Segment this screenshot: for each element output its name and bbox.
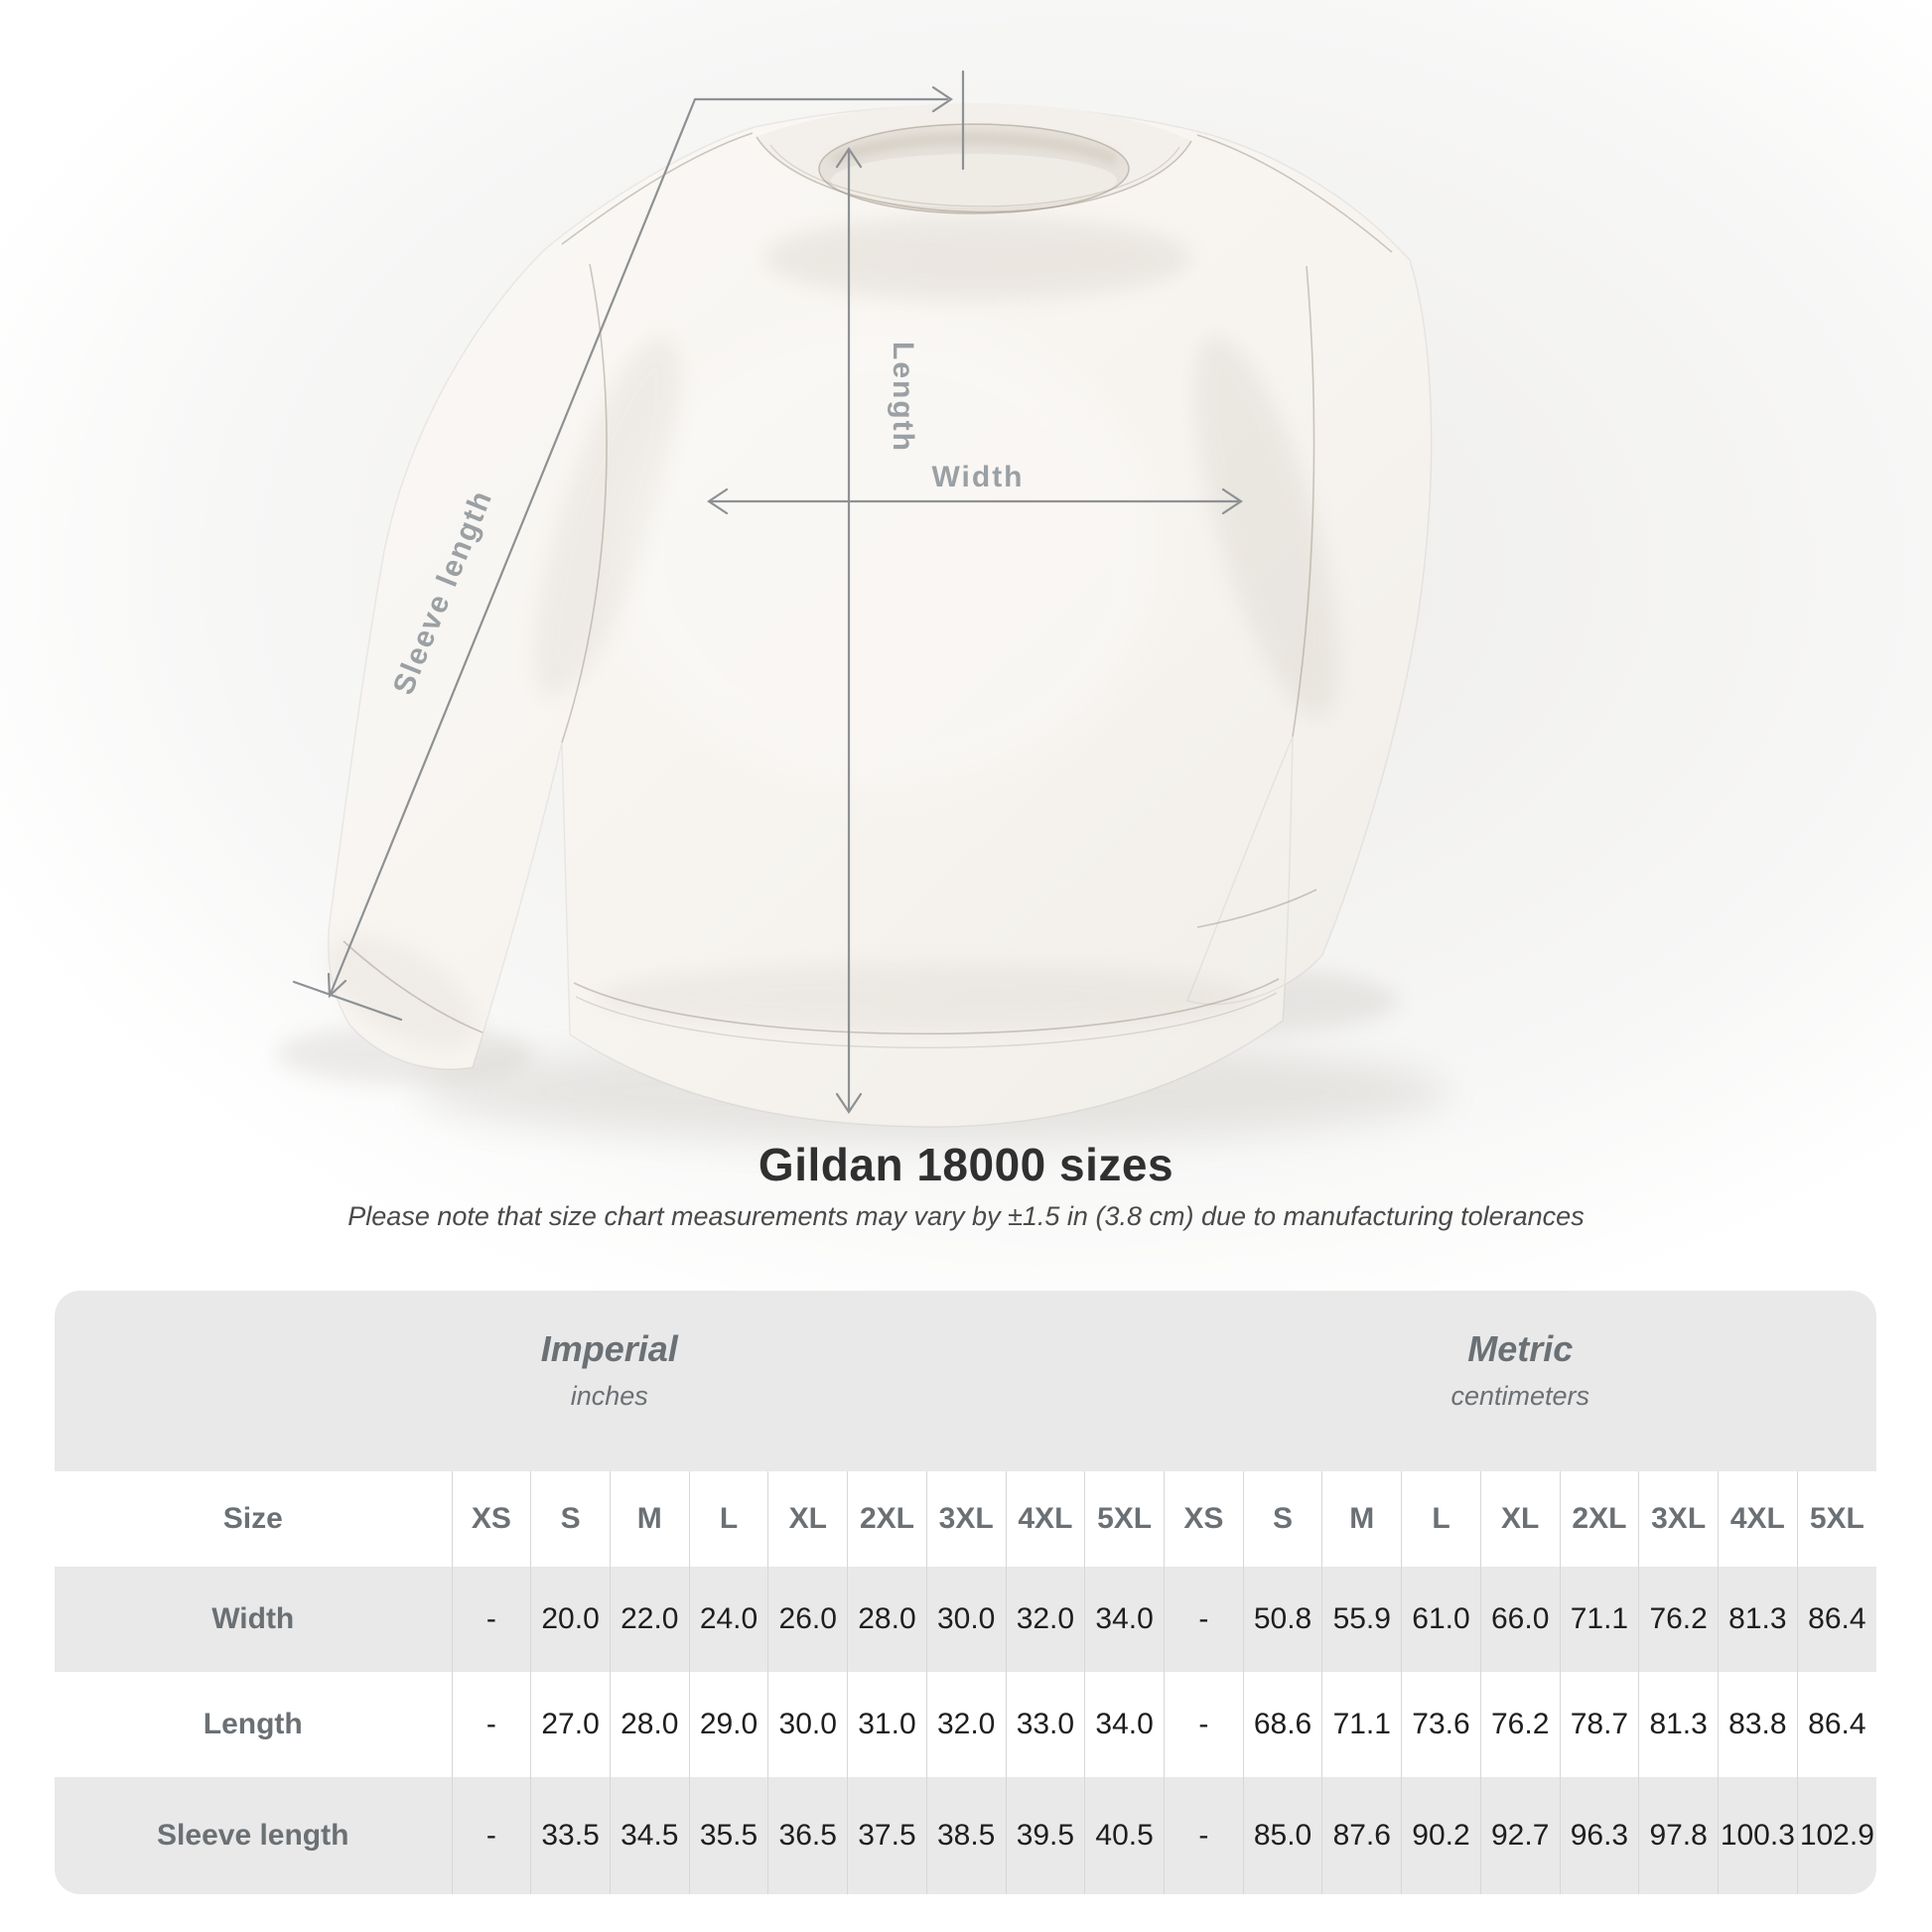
row-label-sleeve-length: Sleeve length (55, 1777, 452, 1894)
size-corner-header: Size (55, 1471, 452, 1567)
length-value-cell: 78.7 (1560, 1672, 1639, 1777)
length-value-cell: 86.4 (1797, 1672, 1876, 1777)
size-column-header: S (1243, 1471, 1322, 1567)
imperial-group-label: Imperial (540, 1328, 678, 1369)
width-value-cell: 20.0 (531, 1567, 611, 1672)
unit-group-imperial (55, 1291, 1164, 1471)
size-column-header: 2XL (1560, 1471, 1639, 1567)
metric-group-label: Metric (1467, 1328, 1574, 1369)
width-row (55, 1567, 1876, 1672)
width-value-cell: - (452, 1567, 531, 1672)
width-value-cell: 86.4 (1797, 1567, 1876, 1672)
size-table-container (55, 1291, 1876, 1894)
size-column-header: XL (1480, 1471, 1560, 1567)
inner-back-neck (831, 154, 1117, 207)
size-column-header: 3XL (926, 1471, 1006, 1567)
length-label: Length (887, 342, 919, 453)
unit-group-metric (1164, 1291, 1876, 1471)
length-value-cell: 68.6 (1243, 1672, 1322, 1777)
width-value-cell: 26.0 (768, 1567, 848, 1672)
length-value-cell: 28.0 (610, 1672, 689, 1777)
length-value-cell: - (452, 1672, 531, 1777)
sleeve-length-value-cell: 90.2 (1402, 1777, 1481, 1894)
size-column-header: S (531, 1471, 611, 1567)
sleeve-length-value-cell: 85.0 (1243, 1777, 1322, 1894)
tolerance-note: Please note that size chart measurements may vary by ±1.5 in (3.8 cm) due to manufacturing tolerances (347, 1201, 1585, 1231)
sleeve-length-value-cell: - (452, 1777, 531, 1894)
width-value-cell: 24.0 (689, 1567, 768, 1672)
width-value-cell: 50.8 (1243, 1567, 1322, 1672)
width-value-cell: 66.0 (1480, 1567, 1560, 1672)
size-column-header: 3XL (1639, 1471, 1719, 1567)
size-column-header: M (610, 1471, 689, 1567)
row-label-width: Width (55, 1567, 452, 1672)
width-value-cell: 81.3 (1719, 1567, 1798, 1672)
sleeve-length-value-cell: 102.9 (1797, 1777, 1876, 1894)
sleeve-length-value-cell: 35.5 (689, 1777, 768, 1894)
width-label: Width (931, 461, 1025, 493)
sleeve-length-value-cell: - (1164, 1777, 1243, 1894)
length-value-cell: - (1164, 1672, 1243, 1777)
size-column-header: 4XL (1719, 1471, 1798, 1567)
size-column-header: XL (768, 1471, 848, 1567)
imperial-group-unit: inches (570, 1381, 648, 1411)
width-value-cell: 76.2 (1639, 1567, 1719, 1672)
length-value-cell: 34.0 (1085, 1672, 1165, 1777)
width-value-cell: 28.0 (848, 1567, 927, 1672)
page-title: Gildan 18000 sizes (758, 1139, 1174, 1190)
size-table (55, 1291, 1876, 1894)
width-value-cell: 22.0 (610, 1567, 689, 1672)
sleeve-length-value-cell: 34.5 (610, 1777, 689, 1894)
size-column-header: M (1322, 1471, 1402, 1567)
title-block (0, 1136, 1932, 1193)
size-column-header: L (1402, 1471, 1481, 1567)
size-column-header: L (689, 1471, 768, 1567)
length-value-cell: 32.0 (926, 1672, 1006, 1777)
sleeve-length-value-cell: 37.5 (848, 1777, 927, 1894)
length-value-cell: 27.0 (531, 1672, 611, 1777)
length-value-cell: 30.0 (768, 1672, 848, 1777)
metric-group-unit: centimeters (1450, 1381, 1590, 1411)
width-value-cell: 30.0 (926, 1567, 1006, 1672)
length-value-cell: 73.6 (1402, 1672, 1481, 1777)
width-value-cell: - (1164, 1567, 1243, 1672)
size-column-header: 5XL (1797, 1471, 1876, 1567)
length-value-cell: 29.0 (689, 1672, 768, 1777)
width-value-cell: 32.0 (1006, 1567, 1085, 1672)
row-label-length: Length (55, 1672, 452, 1777)
width-value-cell: 34.0 (1085, 1567, 1165, 1672)
sleeve-length-value-cell: 96.3 (1560, 1777, 1639, 1894)
length-value-cell: 31.0 (848, 1672, 927, 1777)
sleeve-length-value-cell: 40.5 (1085, 1777, 1165, 1894)
sleeve-length-value-cell: 33.5 (531, 1777, 611, 1894)
size-column-header: 5XL (1085, 1471, 1165, 1567)
sleeve-length-value-cell: 97.8 (1639, 1777, 1719, 1894)
sleeve-length-value-cell: 36.5 (768, 1777, 848, 1894)
sleeve-length-value-cell: 100.3 (1719, 1777, 1798, 1894)
sleeve-length-value-cell: 39.5 (1006, 1777, 1085, 1894)
size-column-header: XS (452, 1471, 531, 1567)
size-header-row (55, 1471, 1876, 1567)
length-row (55, 1672, 1876, 1777)
width-value-cell: 55.9 (1322, 1567, 1402, 1672)
size-column-header: 2XL (848, 1471, 927, 1567)
length-value-cell: 76.2 (1480, 1672, 1560, 1777)
width-value-cell: 71.1 (1560, 1567, 1639, 1672)
sleeve-length-value-cell: 92.7 (1480, 1777, 1560, 1894)
sleeve-length-value-cell: 87.6 (1322, 1777, 1402, 1894)
unit-group-row (55, 1291, 1876, 1471)
size-column-header: XS (1164, 1471, 1243, 1567)
sleeve-length-value-cell: 38.5 (926, 1777, 1006, 1894)
length-value-cell: 83.8 (1719, 1672, 1798, 1777)
width-value-cell: 61.0 (1402, 1567, 1481, 1672)
length-value-cell: 71.1 (1322, 1672, 1402, 1777)
length-value-cell: 81.3 (1639, 1672, 1719, 1777)
sleeve-length-row (55, 1777, 1876, 1894)
sleeve-length-label: Sleeve length (386, 484, 499, 700)
length-value-cell: 33.0 (1006, 1672, 1085, 1777)
size-column-header: 4XL (1006, 1471, 1085, 1567)
